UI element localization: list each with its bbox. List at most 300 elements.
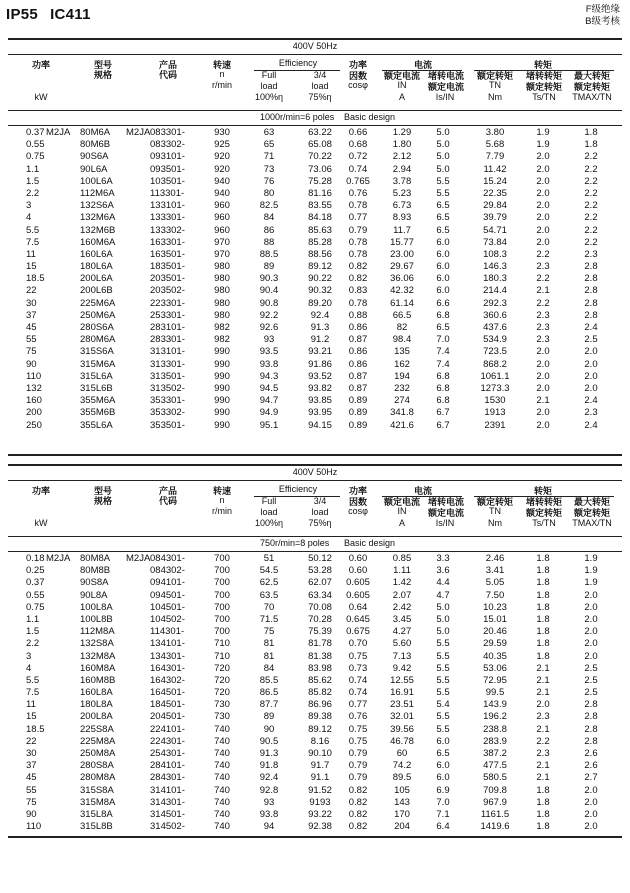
- table-row: [8, 626, 622, 638]
- model-cell: 315L6A: [80, 370, 113, 382]
- speed-cell: 740: [214, 735, 230, 747]
- pf-cell: 0.60: [348, 565, 368, 577]
- speed-cell: 710: [214, 650, 230, 662]
- pf-cell: 0.78: [348, 236, 368, 248]
- eff-34-cell: 70.08: [308, 601, 332, 613]
- product-code-cell: 083301-: [150, 127, 185, 138]
- eff-34-cell: 50.12: [308, 553, 332, 564]
- pf-cell: 0.77: [348, 699, 368, 711]
- speed-cell: 730: [214, 699, 230, 711]
- power-cell: 18.5: [26, 273, 45, 285]
- power-cell: 1.5: [26, 175, 40, 187]
- table-row: [8, 151, 622, 163]
- rated-torque-cell: 967.9: [483, 796, 507, 808]
- locked-torque-unit: Ts/TN: [532, 92, 556, 102]
- eff-34-cell: 91.7: [310, 760, 330, 772]
- pf-cell: 0.78: [348, 248, 368, 260]
- speed-cell: 730: [214, 711, 230, 723]
- table-row: [8, 565, 622, 577]
- table-row: [8, 322, 622, 334]
- eff-34-cell: 85.62: [308, 674, 332, 686]
- model-cell: 160M6A: [80, 236, 116, 248]
- supply-label: 400V 50Hz: [292, 41, 338, 51]
- rated-current-cell: 7.13: [392, 650, 412, 662]
- product-code-cell: 133101-: [150, 200, 185, 212]
- rated-current-cell: 1.11: [393, 565, 411, 577]
- eff-34-cell: 93.85: [308, 395, 332, 407]
- pf-cell: 0.86: [348, 358, 368, 370]
- power-cell: 0.75: [26, 601, 45, 613]
- rated-current-cell: 66.5: [392, 309, 412, 321]
- product-code-cell: 283301-: [150, 334, 185, 346]
- model-cell: 315S6A: [80, 346, 114, 358]
- max-torque-cell: 2.7: [584, 772, 598, 784]
- product-code-cell: 164501-: [150, 687, 185, 699]
- product-code-cell: 313501-: [150, 370, 185, 382]
- rated-torque-cell: 29.59: [483, 638, 507, 650]
- locked-torque-cell: 2.3: [536, 748, 550, 759]
- pf-cell: 0.76: [348, 711, 368, 723]
- rated-current-cell: 162: [394, 358, 410, 370]
- model-cell: 315M8A: [80, 796, 116, 808]
- power-cell: 15: [26, 261, 37, 273]
- table-row: [8, 772, 622, 784]
- pf-cell: 0.82: [348, 273, 368, 285]
- eff-34-cell: 85.63: [308, 224, 332, 236]
- table-row: [8, 407, 622, 419]
- locked-torque-cell: 2.2: [536, 273, 550, 285]
- rated-torque-cell: 5.68: [485, 139, 505, 151]
- speed-cell: 740: [214, 796, 230, 808]
- eff-34-cell: 93.22: [308, 808, 332, 820]
- rated-current-cell: 32.01: [390, 711, 414, 723]
- rated-torque-cell: 143.9: [483, 699, 507, 711]
- locked-current-cell: 5.5: [436, 638, 450, 650]
- max-torque-cell: 2.2: [584, 224, 598, 236]
- eff-34-cell: 85.82: [308, 687, 332, 699]
- speed-cell: 720: [214, 674, 230, 686]
- rated-torque-cell: 3.80: [485, 127, 505, 138]
- product-code-cell: 133301-: [150, 212, 185, 224]
- locked-torque-cell: 2.0: [536, 151, 550, 163]
- model-cell: 250M6A: [80, 309, 116, 321]
- eff-34-cell: 89.38: [308, 711, 332, 723]
- max-torque-cell: 2.8: [584, 711, 598, 723]
- power-cell: 5.5: [26, 224, 40, 236]
- speed-cell: 980: [214, 273, 230, 285]
- locked-torque-cell: 2.2: [536, 735, 550, 747]
- max-torque-header: 最大转矩: [573, 497, 610, 507]
- model-header: 型号: [93, 486, 112, 496]
- product-code-cell: 253301-: [150, 309, 185, 321]
- max-torque-cell: 1.8: [584, 127, 598, 138]
- pf-cell: 0.605: [346, 589, 370, 601]
- locked-current-cell: 6.5: [436, 212, 450, 224]
- locked-torque-cell: 2.0: [536, 699, 550, 711]
- product-code-cell: 313301-: [150, 358, 185, 370]
- rated-torque-unit: Nm: [488, 518, 502, 528]
- rated-current-cell: 39.56: [390, 723, 414, 735]
- eff-full-cell: 94.7: [259, 395, 279, 407]
- speed-cell: 740: [214, 748, 230, 759]
- max-torque-cell: 2.0: [584, 784, 598, 796]
- table-row: [8, 298, 622, 310]
- locked-current-cell: 6.7: [436, 407, 450, 419]
- locked-torque-cell: 2.0: [536, 163, 550, 175]
- speed-cell: 710: [214, 638, 230, 650]
- locked-current-cell: 5.0: [436, 601, 450, 613]
- power-header: 功率: [31, 486, 50, 496]
- rated-current-cell: 341.8: [390, 407, 414, 419]
- frame-prefix: M2JA: [46, 127, 71, 138]
- rated-current-cell: 1.42: [392, 577, 412, 589]
- eff-34-line3: 75%η: [308, 518, 332, 528]
- rated-current-cell: 74.2: [392, 760, 412, 772]
- locked-current-cell: 7.4: [436, 346, 450, 358]
- model-cell: 200L6A: [80, 273, 113, 285]
- locked-current-cell: 6.0: [436, 248, 450, 260]
- speed-cell: 960: [214, 212, 230, 224]
- table-row: [8, 383, 622, 395]
- model-sub-header: 规格: [93, 496, 112, 506]
- rated-torque-cell: 73.84: [483, 236, 507, 248]
- locked-current-cell: 6.0: [436, 735, 450, 747]
- rated-current-cell: 12.55: [390, 674, 414, 686]
- locked-current-cell: 5.0: [436, 139, 450, 151]
- speed-cell: 740: [214, 784, 230, 796]
- speed-unit: r/min: [212, 506, 232, 516]
- product-code-cell: 103501-: [150, 175, 185, 187]
- eff-full-cell: 81: [263, 650, 275, 662]
- speed-cell: 980: [214, 285, 230, 297]
- model-cell: 112M6A: [80, 187, 115, 199]
- max-torque-cell: 2.8: [584, 309, 598, 321]
- model-cell: 280M8A: [80, 772, 116, 784]
- locked-torque-cell: 2.0: [536, 407, 550, 419]
- max-torque-unit: TMAX/TN: [572, 92, 612, 102]
- power-cell: 18.5: [26, 723, 45, 735]
- product-code-cell: 254301-: [150, 748, 185, 759]
- pf-cell: 0.87: [348, 334, 368, 346]
- table-row: [8, 614, 622, 626]
- rated-torque-cell: 868.2: [483, 358, 507, 370]
- speed-cell: 720: [214, 662, 230, 674]
- eff-full-cell: 89: [263, 261, 275, 273]
- model-cell: 180L8A: [80, 699, 113, 711]
- locked-current-cell: 6.7: [436, 419, 450, 431]
- product-code-cell: 163301-: [150, 236, 185, 248]
- rated-torque-cell: 1273.3: [480, 382, 510, 394]
- speed-header: 转速: [212, 486, 231, 496]
- max-torque-sub: 额定转矩: [573, 508, 610, 518]
- rated-torque-cell: 108.3: [483, 248, 507, 260]
- model-cell: 80M6B: [80, 139, 111, 151]
- rated-current-cell: 5.60: [392, 638, 412, 650]
- model-cell: 355M6B: [80, 407, 116, 419]
- power-cell: 2.2: [26, 187, 40, 199]
- locked-current-cell: 3.3: [436, 553, 450, 564]
- max-torque-cell: 2.2: [584, 236, 598, 248]
- product-code-cell: 094501-: [150, 589, 185, 601]
- pf-cell: 0.89: [348, 395, 368, 407]
- power-cell: 7.5: [26, 687, 40, 699]
- max-torque-cell: 1.9: [584, 553, 598, 564]
- rated-torque-cell: 1913: [484, 407, 506, 419]
- eff-full-cell: 71.5: [259, 613, 279, 625]
- eff-full-cell: 85.5: [259, 674, 279, 686]
- eff-full-cell: 94.3: [259, 370, 279, 382]
- model-cell: 315M6A: [80, 358, 116, 370]
- pf-cell: 0.82: [348, 808, 368, 820]
- locked-torque-cell: 1.9: [536, 127, 550, 138]
- speed-cell: 740: [214, 760, 230, 772]
- pf-sub-header: 因数: [348, 71, 367, 81]
- rated-current-cell: 9.42: [392, 662, 412, 674]
- rated-torque-header: 额定转矩: [476, 497, 513, 507]
- max-torque-cell: 2.0: [584, 796, 598, 808]
- locked-current-cell: 5.0: [436, 127, 450, 138]
- rated-current-cell: 421.6: [390, 419, 414, 431]
- locked-torque-cell: 2.0: [536, 358, 550, 370]
- eff-full-cell: 87.7: [259, 699, 279, 711]
- max-torque-cell: 2.6: [584, 748, 598, 759]
- locked-current-cell: 5.0: [436, 613, 450, 625]
- product-code-cell: 314301-: [150, 796, 185, 808]
- power-cell: 160: [26, 395, 42, 407]
- eff-34-cell: 93.21: [308, 346, 332, 358]
- rule: [8, 125, 622, 126]
- locked-current-cell: 7.0: [436, 334, 450, 346]
- max-torque-cell: 2.4: [584, 419, 598, 431]
- locked-current-cell: 6.5: [436, 200, 450, 212]
- eff-full-cell: 54.5: [259, 565, 279, 577]
- pf-cell: 0.645: [346, 613, 370, 625]
- locked-current-cell: 6.8: [436, 370, 450, 382]
- model-cell: 225M8A: [80, 735, 116, 747]
- locked-torque-cell: 2.0: [536, 346, 550, 358]
- locked-torque-cell: 1.8: [536, 613, 550, 625]
- max-torque-cell: 1.9: [584, 565, 598, 577]
- locked-current-cell: 6.4: [436, 821, 450, 833]
- locked-torque-cell: 1.8: [536, 553, 550, 564]
- rated-current-unit: A: [398, 518, 405, 528]
- power-cell: 2.2: [26, 638, 40, 650]
- power-cell: 15: [26, 711, 37, 723]
- rated-torque-cell: 214.4: [483, 285, 507, 297]
- group-underline: [382, 70, 462, 71]
- speed-cell: 925: [214, 139, 230, 151]
- locked-torque-header: 堵转转矩: [526, 497, 563, 507]
- table-row: [8, 590, 622, 602]
- locked-torque-cell: 2.0: [536, 200, 550, 212]
- rated-torque-cell: 72.95: [483, 674, 507, 686]
- locked-current-cell: 6.6: [436, 297, 450, 309]
- pf-sub-header: 因数: [348, 497, 367, 507]
- table-row: [8, 699, 622, 711]
- motor-table-8-pole: [8, 464, 622, 889]
- eff-full-cell: 92.4: [259, 772, 279, 784]
- locked-torque-cell: 2.1: [536, 395, 550, 407]
- pf-cell: 0.89: [348, 407, 368, 419]
- locked-current-cell: 6.8: [436, 395, 450, 407]
- model-cell: 100L8A: [80, 601, 113, 613]
- model-cell: 315L6B: [80, 382, 113, 394]
- product-header: 产品: [158, 486, 177, 496]
- product-code-cell: 204501-: [150, 711, 185, 723]
- rated-current-cell: 29.67: [390, 261, 414, 273]
- rated-torque-cell: 39.79: [483, 212, 507, 224]
- locked-current-cell: 5.5: [436, 187, 450, 199]
- rated-torque-cell: 11.42: [483, 163, 507, 175]
- pf-unit: cosφ: [348, 80, 368, 90]
- product-code-cell: 104502-: [150, 613, 185, 625]
- eff-34-cell: 91.3: [310, 322, 330, 333]
- product-code-cell: 353301-: [150, 395, 185, 407]
- table-row: [8, 785, 622, 797]
- eff-34-cell: 75.39: [308, 626, 332, 638]
- power-cell: 37: [26, 760, 37, 772]
- max-torque-cell: 2.3: [584, 248, 598, 260]
- speed-cell: 980: [214, 309, 230, 321]
- rated-torque-cell: 29.84: [483, 200, 507, 212]
- rated-torque-cell: 283.9: [483, 735, 507, 747]
- rated-current-cell: 23.00: [390, 248, 414, 260]
- eff-full-cell: 86: [263, 224, 275, 236]
- locked-torque-cell: 2.1: [536, 772, 550, 784]
- pf-cell: 0.74: [348, 687, 368, 699]
- power-cell: 0.37: [26, 577, 45, 589]
- efficiency-header: Efficiency: [278, 58, 318, 68]
- locked-current-unit: Is/IN: [435, 92, 455, 102]
- speed-cell: 920: [214, 151, 230, 163]
- speed-symbol: n: [219, 495, 225, 505]
- table-row: [8, 663, 622, 675]
- rated-current-symbol: IN: [397, 506, 407, 516]
- pf-cell: 0.79: [348, 748, 368, 759]
- eff-34-line1: 3/4: [313, 496, 327, 506]
- speed-cell: 700: [214, 626, 230, 638]
- pf-cell: 0.75: [348, 650, 368, 662]
- eff-full-cell: 62.5: [259, 577, 279, 589]
- speed-cell: 740: [214, 772, 230, 784]
- max-torque-cell: 2.0: [584, 650, 598, 662]
- speed-cell: 990: [214, 382, 230, 394]
- pf-cell: 0.765: [346, 175, 370, 187]
- locked-current-cell: 6.5: [436, 748, 450, 759]
- eff-full-cell: 90: [263, 723, 275, 735]
- locked-current-cell: 6.0: [436, 285, 450, 297]
- pf-cell: 0.88: [348, 309, 368, 321]
- model-cell: 355M6A: [80, 395, 116, 407]
- group-underline: [474, 70, 614, 71]
- eff-full-cell: 93.8: [259, 808, 279, 820]
- rated-current-cell: 15.77: [390, 236, 414, 248]
- max-torque-cell: 2.5: [584, 334, 598, 346]
- eff-34-cell: 62.07: [308, 577, 332, 589]
- rated-current-cell: 1.29: [392, 127, 412, 138]
- table-row: [8, 249, 622, 261]
- rated-torque-cell: 437.6: [483, 322, 507, 333]
- max-torque-cell: 2.2: [584, 200, 598, 212]
- speed-cell: 982: [214, 334, 230, 346]
- rated-current-cell: 3.45: [392, 613, 412, 625]
- rated-torque-cell: 723.5: [483, 346, 507, 358]
- table-row: [8, 809, 622, 821]
- power-cell: 0.25: [26, 565, 45, 577]
- motor-table-6-pole: [8, 38, 622, 458]
- current-header: 电流: [413, 60, 432, 70]
- rated-torque-cell: 196.2: [483, 711, 507, 723]
- locked-current-cell: 6.8: [436, 309, 450, 321]
- table-row: [8, 273, 622, 285]
- locked-current-cell: 6.0: [436, 760, 450, 772]
- product-code-cell: 313101-: [150, 346, 185, 358]
- rated-current-cell: 105: [394, 784, 410, 796]
- locked-current-cell: 6.5: [436, 322, 450, 333]
- max-torque-cell: 2.2: [584, 151, 598, 163]
- eff-34-cell: 93.95: [308, 407, 332, 419]
- model-cell: 200L8A: [80, 711, 113, 723]
- eff-full-cell: 91.8: [259, 760, 279, 772]
- eff-34-cell: 86.96: [308, 699, 332, 711]
- eff-34-cell: 93.52: [308, 370, 332, 382]
- power-cell: 200: [26, 407, 42, 419]
- locked-current-unit: Is/IN: [435, 518, 455, 528]
- locked-torque-cell: 1.8: [536, 650, 550, 662]
- eff-34-cell: 94.15: [308, 419, 332, 431]
- speed-cell: 740: [214, 723, 230, 735]
- rated-torque-cell: 7.50: [485, 589, 505, 601]
- table-row: [8, 577, 622, 589]
- locked-current-cell: 5.5: [436, 687, 450, 699]
- eff-full-cell: 93: [263, 334, 275, 346]
- product-code-cell: 113301-: [150, 187, 185, 199]
- eff-full-cell: 76: [263, 175, 275, 187]
- power-cell: 0.18: [26, 553, 45, 564]
- power-cell: 1.5: [26, 626, 40, 638]
- product-code-cell: 093101-: [150, 151, 185, 163]
- product-header: 产品: [158, 60, 177, 70]
- table-row: [8, 176, 622, 188]
- table-row: [8, 127, 622, 139]
- locked-torque-cell: 2.1: [536, 687, 550, 699]
- locked-current-cell: 6.0: [436, 261, 450, 273]
- speed-cell: 720: [214, 687, 230, 699]
- product-code-cell: 133302-: [150, 224, 185, 236]
- locked-torque-cell: 2.1: [536, 760, 550, 772]
- model-cell: 132S6A: [80, 200, 114, 212]
- locked-torque-cell: 2.0: [536, 224, 550, 236]
- power-cell: 3: [26, 200, 32, 212]
- power-cell: 11: [26, 248, 36, 260]
- pf-cell: 0.76: [348, 187, 368, 199]
- eff-34-cell: 89.20: [308, 297, 332, 309]
- max-torque-cell: 2.2: [584, 212, 598, 224]
- locked-torque-cell: 1.8: [536, 589, 550, 601]
- eff-34-cell: 90.22: [308, 273, 332, 285]
- locked-current-cell: 7.1: [436, 808, 450, 820]
- speed-cell: 960: [214, 200, 230, 212]
- product-code-cell: 353302-: [150, 407, 185, 419]
- model-cell: 90S6A: [80, 151, 109, 163]
- locked-torque-sub: 额定转矩: [526, 82, 563, 92]
- rule: [8, 110, 622, 111]
- table-row: [8, 371, 622, 383]
- pf-cell: 0.77: [348, 212, 368, 224]
- model-suffix: M2JA: [126, 127, 151, 138]
- power-unit: kW: [34, 518, 48, 528]
- pf-header: 功率: [348, 486, 367, 496]
